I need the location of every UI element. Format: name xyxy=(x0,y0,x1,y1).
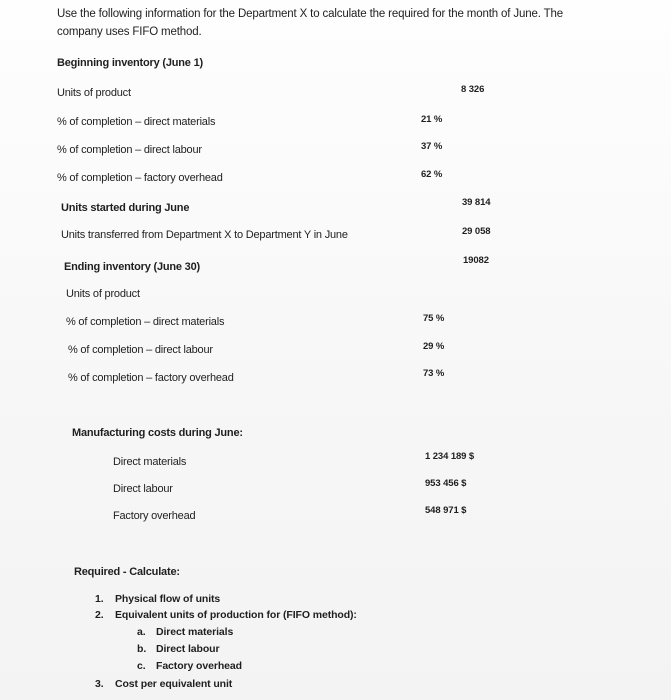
required-item-1: Physical flow of units xyxy=(115,593,221,605)
required-sub-b-letter: b. xyxy=(137,643,147,655)
required-heading: Required - Calculate: xyxy=(74,566,180,578)
units-started-value: 39 814 xyxy=(462,197,491,208)
intro-line-1: Use the following information for the Department X to calculate the required for the month of June. The xyxy=(57,8,563,20)
units-started-label: Units started during June xyxy=(61,202,190,214)
beginning-dm-value: 21 % xyxy=(421,114,443,125)
cost-dm-label: Direct materials xyxy=(113,456,187,468)
required-sub-b: Direct labour xyxy=(156,643,220,655)
ending-dm-value: 75 % xyxy=(423,313,445,324)
beginning-units-label: Units of product xyxy=(57,87,131,99)
ending-foh-value: 73 % xyxy=(423,368,445,379)
cost-foh-value: 548 971 $ xyxy=(425,505,467,516)
cost-dl-value: 953 456 $ xyxy=(425,478,467,489)
manufacturing-costs-heading: Manufacturing costs during June: xyxy=(72,427,243,439)
ending-inventory-value: 19082 xyxy=(463,255,489,266)
beginning-dl-value: 37 % xyxy=(421,141,443,152)
required-item-2-number: 2. xyxy=(95,609,104,621)
required-item-1-number: 1. xyxy=(95,593,104,605)
required-sub-a: Direct materials xyxy=(156,626,234,638)
beginning-dl-label: % of completion – direct labour xyxy=(57,144,202,156)
units-transferred-label: Units transferred from Department X to Department Y in June xyxy=(61,229,348,241)
intro-line-2: company uses FIFO method. xyxy=(57,26,202,38)
units-transferred-value: 29 058 xyxy=(462,226,491,237)
ending-foh-label: % of completion – factory overhead xyxy=(68,372,234,384)
ending-dm-label: % of completion – direct materials xyxy=(66,316,225,328)
ending-dl-label: % of completion – direct labour xyxy=(68,344,213,356)
ending-inventory-heading: Ending inventory (June 30) xyxy=(64,261,200,273)
cost-foh-label: Factory overhead xyxy=(113,510,196,522)
ending-dl-value: 29 % xyxy=(423,341,445,352)
cost-dm-value: 1 234 189 $ xyxy=(425,451,475,462)
beginning-units-value: 8 326 xyxy=(461,84,485,95)
required-sub-c-letter: c. xyxy=(137,660,146,672)
beginning-dm-label: % of completion – direct materials xyxy=(57,116,216,128)
beginning-foh-label: % of completion – factory overhead xyxy=(57,172,223,184)
required-item-3-number: 3. xyxy=(95,678,104,690)
required-sub-c: Factory overhead xyxy=(156,660,242,672)
required-item-2: Equivalent units of production for (FIFO method): xyxy=(115,609,357,621)
required-sub-a-letter: a. xyxy=(137,626,146,638)
cost-dl-label: Direct labour xyxy=(113,483,173,495)
ending-units-label: Units of product xyxy=(66,288,140,300)
beginning-foh-value: 62 % xyxy=(421,169,443,180)
required-item-3: Cost per equivalent unit xyxy=(115,678,233,690)
beginning-inventory-heading: Beginning inventory (June 1) xyxy=(57,57,203,69)
